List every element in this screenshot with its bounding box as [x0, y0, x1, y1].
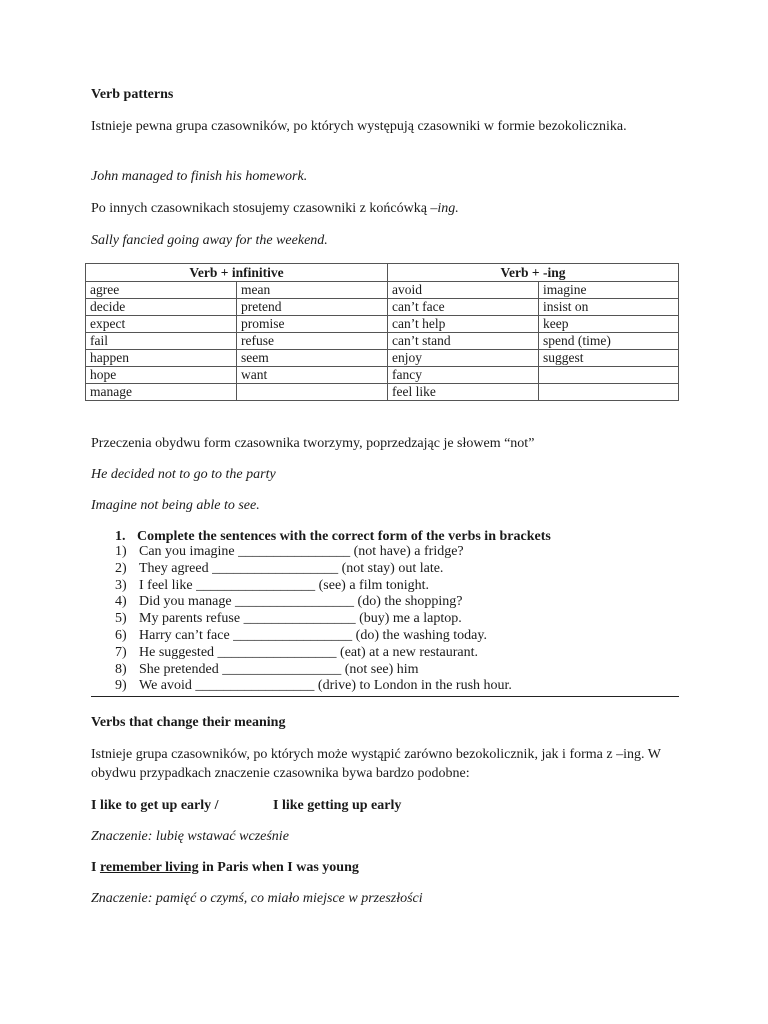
meaning-translation-1: Znaczenie: lubię wstawać wcześnie — [91, 829, 289, 844]
item-number: 3) — [115, 577, 127, 593]
table-row — [86, 367, 679, 384]
item-sentence: We avoid _________________ (drive) to London in the rush hour. — [139, 678, 512, 694]
exercise-list — [91, 544, 679, 695]
item-number: 7) — [115, 644, 127, 660]
item-number: 4) — [115, 594, 127, 610]
item-number: 9) — [115, 678, 127, 694]
item-sentence: They agreed __________________ (not stay) out late. — [139, 560, 444, 576]
contrast-example — [91, 796, 679, 815]
example-negative-ing: Imagine not being able to see. — [91, 498, 260, 513]
table-cell: expect — [86, 316, 237, 333]
item-sentence: Did you manage _________________ (do) the shopping? — [139, 594, 463, 610]
item-number: 8) — [115, 661, 127, 677]
table-cell: can’t help — [388, 316, 539, 333]
table-cell: fail — [86, 333, 237, 350]
table-cell: refuse — [237, 333, 388, 350]
item-sentence: I feel like _________________ (see) a film tonight. — [139, 577, 430, 593]
table-cell: enjoy — [388, 350, 539, 367]
table-row — [86, 350, 679, 367]
example-infinitive: John managed to finish his homework. — [91, 169, 308, 184]
table-row — [86, 299, 679, 316]
contrast-infinitive: I like to get up early / — [91, 798, 219, 813]
item-sentence: She pretended _________________ (not see) him — [139, 661, 419, 677]
exercise-instruction: Complete the sentences with the correct form of the verbs in brackets — [137, 529, 551, 544]
contrast-ing: I like getting up early — [273, 798, 402, 813]
table-cell: seem — [237, 350, 388, 367]
table-cell: pretend — [237, 299, 388, 316]
table-cell — [539, 384, 679, 401]
table-header-row — [86, 264, 679, 282]
table-cell: insist on — [539, 299, 679, 316]
table-cell: fancy — [388, 367, 539, 384]
table-cell: can’t face — [388, 299, 539, 316]
meaning-paragraph: Istnieje grupa czasowników, po których może wystąpić zarówno bezokolicznik, jak i forma z –ing. W obydwu przypadkach znaczenie czasownika bywa bardzo podobne: — [91, 747, 661, 781]
table-cell: agree — [86, 282, 237, 299]
item-number: 2) — [115, 560, 127, 576]
item-sentence: He suggested _________________ (eat) at a new restaurant. — [139, 644, 479, 660]
table-cell — [237, 384, 388, 401]
item-number: 1) — [115, 544, 127, 559]
table-cell: feel like — [388, 384, 539, 401]
item-sentence: Harry can’t face _________________ (do) the washing today. — [139, 627, 487, 643]
item-number: 6) — [115, 627, 127, 643]
negation-paragraph: Przeczenia obydwu form czasownika tworzymy, poprzedzając je słowem “not” — [91, 436, 535, 451]
table-cell: mean — [237, 282, 388, 299]
item-number: 5) — [115, 611, 127, 627]
list-item — [91, 645, 679, 662]
verb-pattern-table — [85, 263, 679, 401]
item-sentence: My parents refuse ________________ (buy) me a laptop. — [139, 611, 462, 627]
item-sentence: Can you imagine ________________ (not have) a fridge? — [139, 544, 464, 559]
list-item — [91, 594, 679, 611]
meaning-translation-2: Znaczenie: pamięć o czymś, co miało miejsce w przeszłości — [91, 891, 423, 906]
list-item — [91, 544, 679, 561]
table-cell: avoid — [388, 282, 539, 299]
table-cell: want — [237, 367, 388, 384]
table-cell: spend (time) — [539, 333, 679, 350]
list-item — [91, 662, 679, 679]
remember-subject: I — [91, 860, 100, 875]
heading-verb-patterns: Verb patterns — [91, 87, 174, 102]
remember-example — [91, 858, 679, 877]
table-cell: promise — [237, 316, 388, 333]
header-verb-infinitive: Verb + infinitive — [86, 264, 388, 282]
remember-rest: in Paris when I was young — [198, 860, 359, 875]
ing-suffix: –ing. — [430, 201, 459, 216]
ing-paragraph — [91, 199, 679, 218]
header-verb-ing: Verb + -ing — [388, 264, 679, 282]
table-cell: keep — [539, 316, 679, 333]
table-row — [86, 282, 679, 299]
list-item — [91, 578, 679, 595]
heading-meaning-change: Verbs that change their meaning — [91, 715, 286, 730]
ing-paragraph-text: Po innych czasownikach stosujemy czasowniki z końcówką — [91, 201, 431, 216]
list-item — [91, 561, 679, 578]
table-row — [86, 333, 679, 350]
example-ing: Sally fancied going away for the weekend. — [91, 233, 328, 248]
table-row — [86, 384, 679, 401]
example-negative-infinitive: He decided not to go to the party — [91, 467, 276, 482]
list-item — [91, 678, 679, 695]
exercise-number: 1. — [115, 529, 126, 544]
section-divider — [91, 696, 679, 697]
table-cell: decide — [86, 299, 237, 316]
intro-paragraph: Istnieje pewna grupa czasowników, po których występują czasowniki w formie bezokolicznika. — [91, 119, 627, 134]
list-item — [91, 628, 679, 645]
table-cell: suggest — [539, 350, 679, 367]
remember-verb-phrase: remember living — [99, 860, 199, 875]
table-cell: manage — [86, 384, 237, 401]
list-item — [91, 611, 679, 628]
table-cell: hope — [86, 367, 237, 384]
table-row — [86, 316, 679, 333]
table-cell: imagine — [539, 282, 679, 299]
table-cell: happen — [86, 350, 237, 367]
table-cell — [539, 367, 679, 384]
table-cell: can’t stand — [388, 333, 539, 350]
